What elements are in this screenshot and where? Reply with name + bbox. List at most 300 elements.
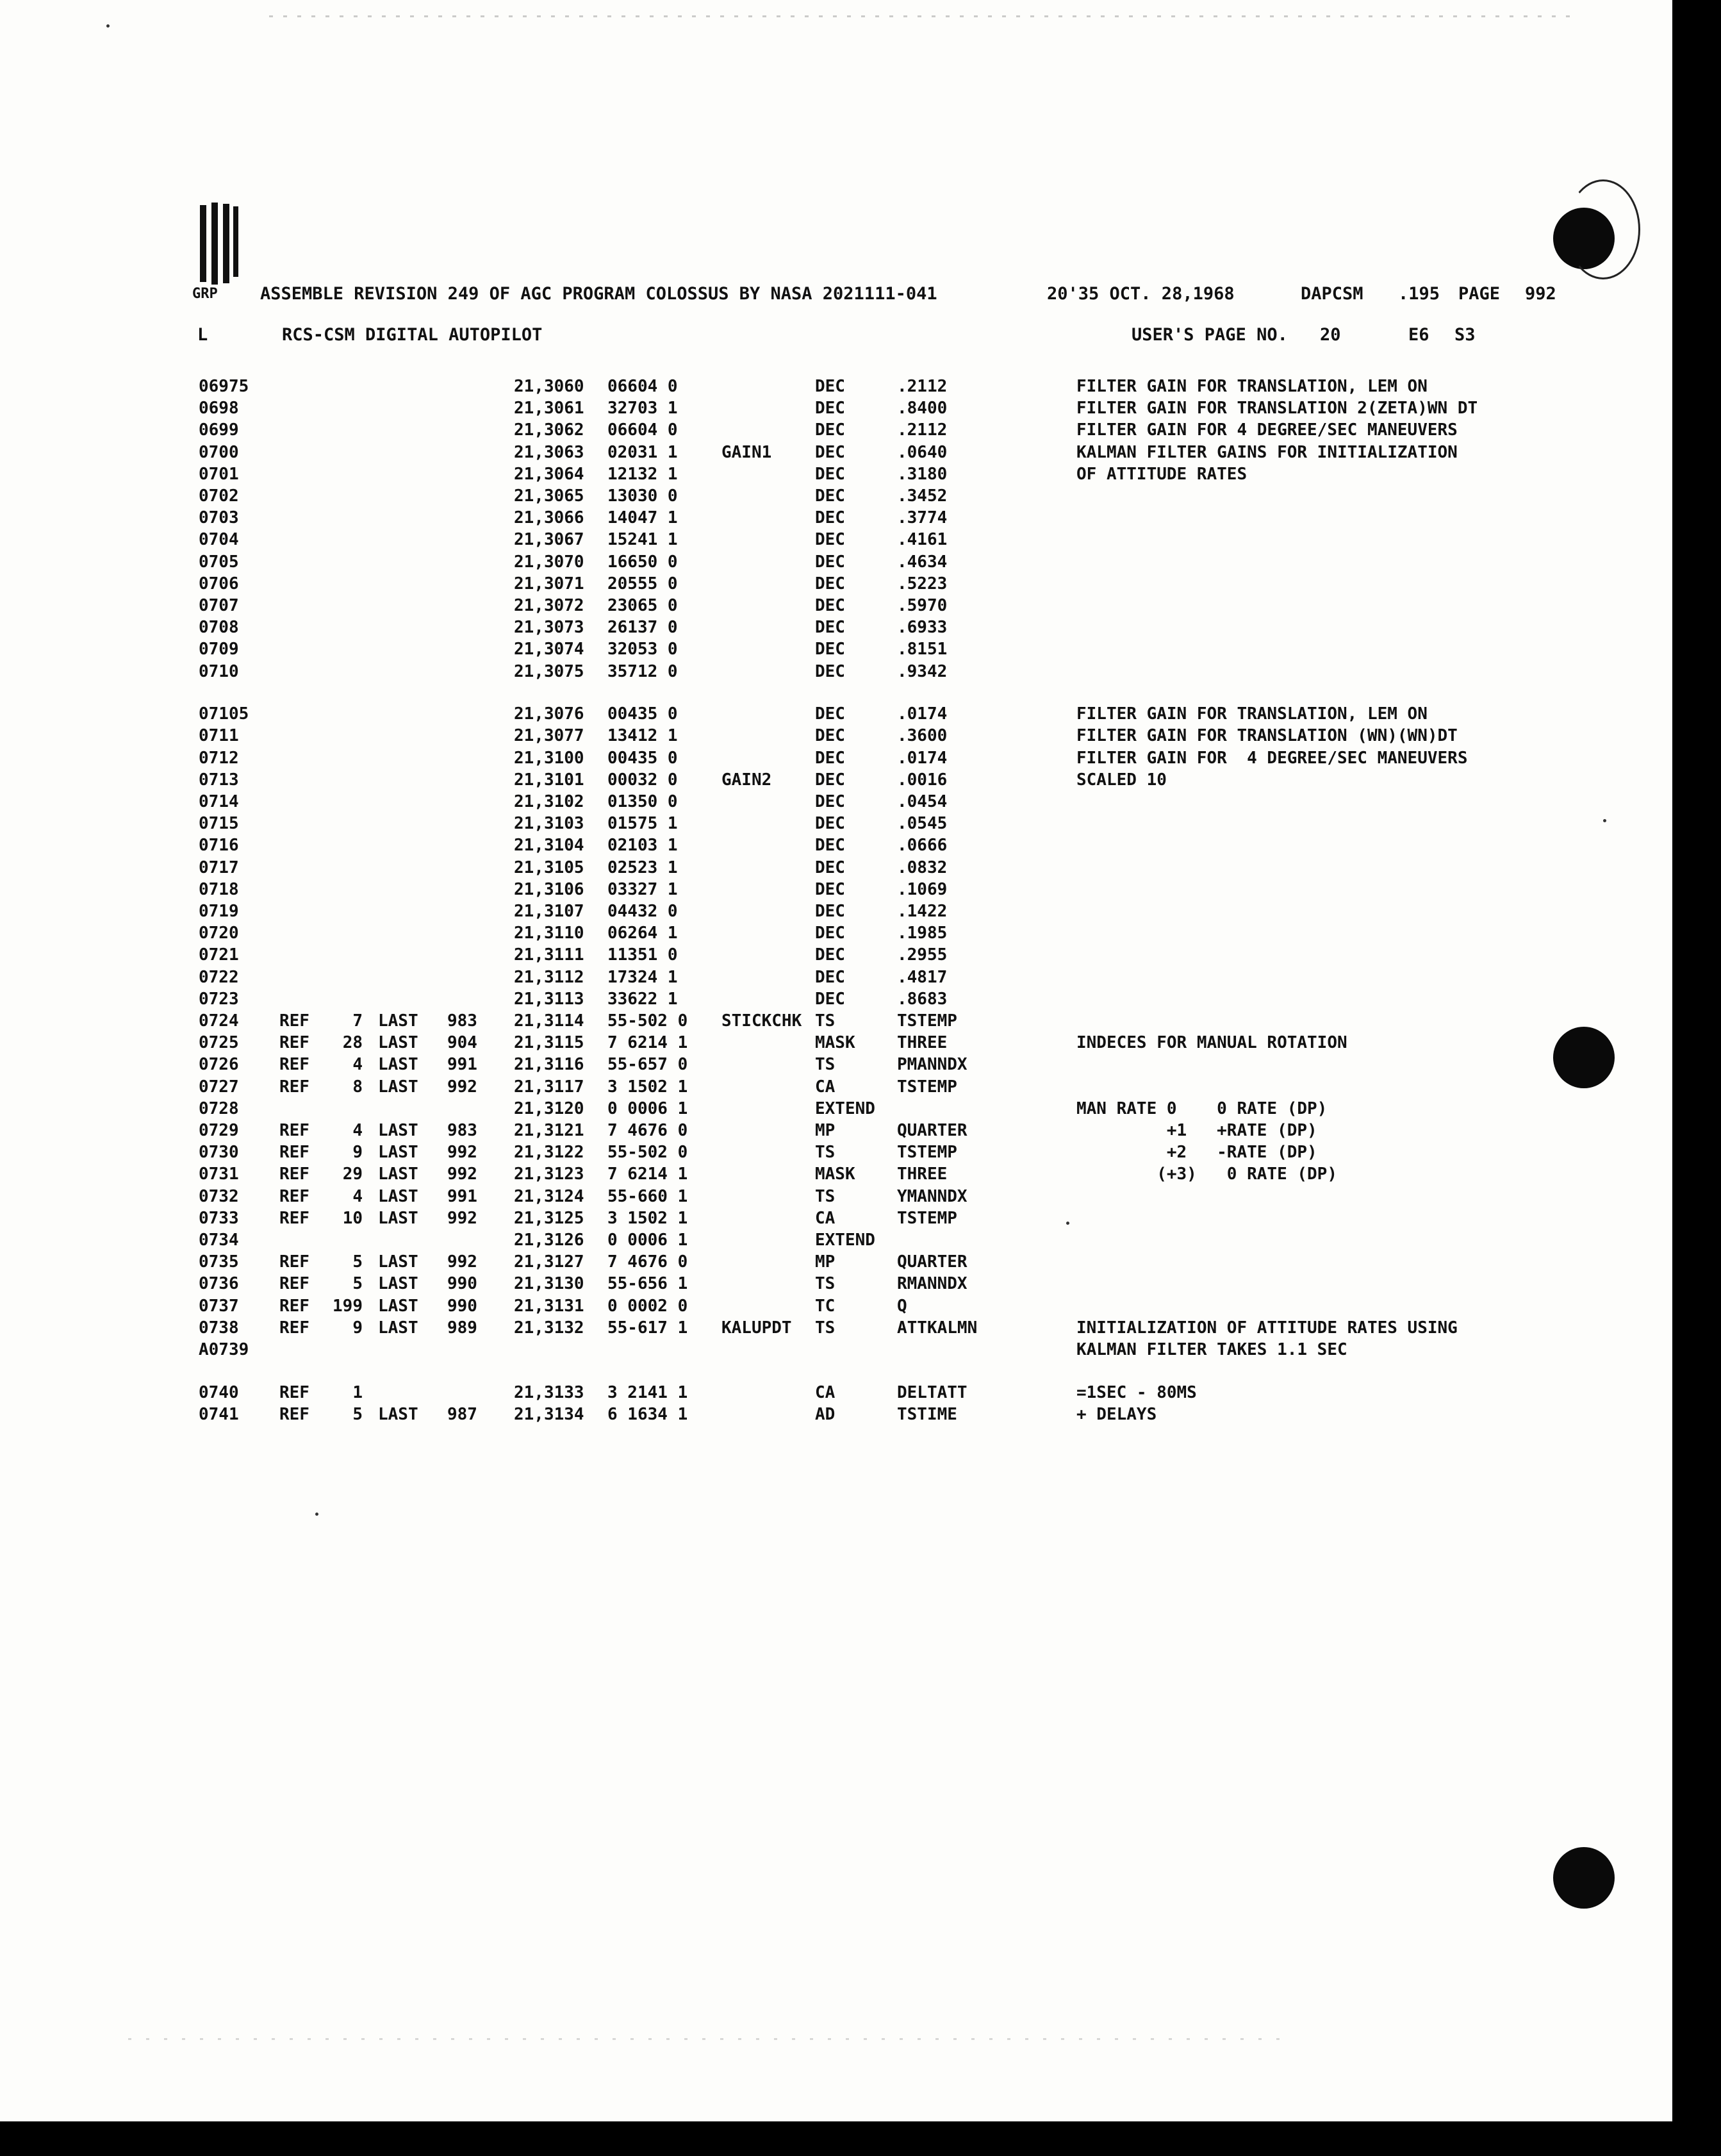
- listing-row: [0, 1141, 1672, 1163]
- octal-value: 3 1502 1: [607, 1208, 688, 1228]
- ref-keyword: REF: [279, 1186, 309, 1206]
- listing-row: [0, 1273, 1672, 1295]
- comment-text: FILTER GAIN FOR TRANSLATION, LEM ON: [1076, 704, 1428, 724]
- operand: THREE: [897, 1033, 948, 1053]
- listing-row: [0, 1120, 1672, 1141]
- opcode: DEC: [815, 858, 845, 877]
- octal-value: 14047 1: [607, 508, 678, 528]
- listing-row: [0, 988, 1672, 1010]
- ref-keyword: REF: [279, 1011, 309, 1031]
- operand: .0016: [897, 770, 948, 790]
- line-number: A0739: [199, 1340, 249, 1360]
- operand: .8151: [897, 640, 948, 659]
- address: 21,3100: [514, 748, 584, 768]
- address: 21,3106: [514, 879, 584, 899]
- ref-count: 28: [342, 1033, 363, 1053]
- punch-hole: [1553, 1847, 1615, 1909]
- operand: .8683: [897, 989, 948, 1009]
- octal-value: 55-617 1: [607, 1318, 688, 1338]
- operand: .0666: [897, 836, 948, 856]
- octal-value: 02103 1: [607, 836, 678, 856]
- comment-text: =1SEC - 80MS: [1076, 1382, 1197, 1402]
- line-number: 0699: [199, 420, 239, 440]
- address: 21,3112: [514, 967, 584, 987]
- opcode: DEC: [815, 814, 845, 834]
- line-number: 0734: [199, 1231, 239, 1250]
- octal-value: 33622 1: [607, 989, 678, 1009]
- ref-keyword: REF: [279, 1252, 309, 1272]
- opcode: DEC: [815, 530, 845, 550]
- comment-text: SCALED 10: [1076, 770, 1167, 790]
- line-number: 0711: [199, 726, 239, 746]
- address: 21,3117: [514, 1077, 584, 1097]
- line-number: 0738: [199, 1318, 239, 1338]
- opcode: DEC: [815, 879, 845, 899]
- line-number: 0703: [199, 508, 239, 528]
- operand: Q: [897, 1296, 907, 1316]
- address: 21,3064: [514, 464, 584, 484]
- octal-value: 26137 0: [607, 618, 678, 638]
- line-number: 0736: [199, 1274, 239, 1294]
- ref-count: 5: [352, 1404, 363, 1424]
- symbol-tag: GAIN1: [721, 442, 772, 462]
- operand: .5223: [897, 574, 948, 593]
- line-number: 0722: [199, 967, 239, 987]
- opcode: DEC: [815, 618, 845, 638]
- octal-value: 06604 0: [607, 420, 678, 440]
- operand: .3180: [897, 464, 948, 484]
- octal-value: 7 4676 0: [607, 1121, 688, 1141]
- operand: .0640: [897, 442, 948, 462]
- opcode: DEC: [815, 661, 845, 681]
- line-number: 0730: [199, 1143, 239, 1163]
- speck: [315, 1513, 318, 1516]
- listing-row: [0, 1404, 1672, 1425]
- opcode: DEC: [815, 377, 845, 396]
- address: 21,3065: [514, 486, 584, 506]
- comment-text: +1 +RATE (DP): [1076, 1121, 1317, 1141]
- line-number: 0740: [199, 1382, 239, 1402]
- listing-row: [0, 879, 1672, 900]
- last-page: 991: [447, 1055, 477, 1075]
- speck: [106, 24, 110, 28]
- octal-value: 7 6214 1: [607, 1033, 688, 1053]
- octal-value: 0 0002 0: [607, 1296, 688, 1316]
- operand: .4634: [897, 552, 948, 572]
- octal-value: 00435 0: [607, 748, 678, 768]
- operand: THREE: [897, 1165, 948, 1184]
- binder-mark: [211, 203, 218, 285]
- ref-count: 8: [352, 1077, 363, 1097]
- line-number: 0721: [199, 945, 239, 965]
- header-page-number: 992: [1525, 284, 1556, 304]
- ref-keyword: REF: [279, 1033, 309, 1053]
- listing-row: [0, 1382, 1672, 1404]
- line-number: 0698: [199, 399, 239, 419]
- comment-text: MAN RATE 0 0 RATE (DP): [1076, 1099, 1328, 1118]
- opcode: MASK: [815, 1165, 855, 1184]
- octal-value: 6 1634 1: [607, 1404, 688, 1424]
- opcode: TS: [815, 1318, 836, 1338]
- address: 21,3074: [514, 640, 584, 659]
- line-number: 0723: [199, 989, 239, 1009]
- opcode: DEC: [815, 902, 845, 922]
- opcode: MP: [815, 1121, 836, 1141]
- last-keyword: LAST: [378, 1296, 418, 1316]
- listing-row: [0, 1076, 1672, 1098]
- octal-value: 7 4676 0: [607, 1252, 688, 1272]
- last-page: 990: [447, 1274, 477, 1294]
- header-suffix-a: E6: [1408, 325, 1429, 345]
- last-page: 983: [447, 1121, 477, 1141]
- ref-keyword: REF: [279, 1165, 309, 1184]
- users-page-number: 20: [1320, 325, 1341, 345]
- line-number: 0741: [199, 1404, 239, 1424]
- address: 21,3125: [514, 1208, 584, 1228]
- octal-value: 13030 0: [607, 486, 678, 506]
- line-number: 0712: [199, 748, 239, 768]
- address: 21,3123: [514, 1165, 584, 1184]
- address: 21,3122: [514, 1143, 584, 1163]
- listing-row: [0, 1207, 1672, 1229]
- address: 21,3107: [514, 902, 584, 922]
- octal-value: 02523 1: [607, 858, 678, 877]
- binder-mark: [233, 206, 238, 277]
- listing-row: [0, 485, 1672, 507]
- operand: .0174: [897, 748, 948, 768]
- listing-row: [0, 1229, 1672, 1251]
- address: 21,3076: [514, 704, 584, 724]
- opcode: TS: [815, 1055, 836, 1075]
- operand: TSTEMP: [897, 1143, 957, 1163]
- ref-count: 10: [342, 1208, 363, 1228]
- line-number: 07105: [199, 704, 249, 724]
- listing-row: [0, 769, 1672, 791]
- listing-row: [0, 922, 1672, 944]
- operand: .1069: [897, 879, 948, 899]
- last-page: 992: [447, 1165, 477, 1184]
- opcode: DEC: [815, 792, 845, 812]
- listing-row: [0, 529, 1672, 551]
- opcode: DEC: [815, 574, 845, 593]
- operand: .0454: [897, 792, 948, 812]
- address: 21,3124: [514, 1186, 584, 1206]
- last-page: 983: [447, 1011, 477, 1031]
- opcode: DEC: [815, 596, 845, 615]
- comment-text: KALMAN FILTER TAKES 1.1 SEC: [1076, 1340, 1347, 1360]
- line-number: 0719: [199, 902, 239, 922]
- line-number: 0714: [199, 792, 239, 812]
- line-number: 0716: [199, 836, 239, 856]
- operand: .0832: [897, 858, 948, 877]
- octal-value: 55-657 0: [607, 1055, 688, 1075]
- ref-count: 4: [352, 1055, 363, 1075]
- last-keyword: LAST: [378, 1011, 418, 1031]
- octal-value: 32703 1: [607, 399, 678, 419]
- opcode: MP: [815, 1252, 836, 1272]
- comment-text: OF ATTITUDE RATES: [1076, 464, 1248, 484]
- comment-text: FILTER GAIN FOR TRANSLATION 2(ZETA)WN DT: [1076, 399, 1478, 419]
- header-prefix: GRP: [192, 286, 218, 302]
- listing-row: [0, 1163, 1672, 1185]
- line-number: 06975: [199, 377, 249, 396]
- operand: .2112: [897, 377, 948, 396]
- binder-mark: [223, 204, 229, 283]
- last-page: 987: [447, 1404, 477, 1424]
- octal-value: 00435 0: [607, 704, 678, 724]
- line-number: 0720: [199, 924, 239, 943]
- octal-value: 55-656 1: [607, 1274, 688, 1294]
- last-keyword: LAST: [378, 1318, 418, 1338]
- header-code: .195: [1398, 284, 1440, 304]
- address: 21,3067: [514, 530, 584, 550]
- last-keyword: LAST: [378, 1077, 418, 1097]
- address: 21,3133: [514, 1382, 584, 1402]
- ref-keyword: REF: [279, 1296, 309, 1316]
- line-number: 0708: [199, 618, 239, 638]
- operand: .1422: [897, 902, 948, 922]
- opcode: DEC: [815, 464, 845, 484]
- comment-text: INDECES FOR MANUAL ROTATION: [1076, 1033, 1347, 1053]
- line-number: 0731: [199, 1165, 239, 1184]
- operand: .5970: [897, 596, 948, 615]
- operand: .8400: [897, 399, 948, 419]
- address: 21,3075: [514, 661, 584, 681]
- comment-text: +2 -RATE (DP): [1076, 1143, 1317, 1163]
- header-dapcsm: DAPCSM: [1301, 284, 1363, 304]
- opcode: DEC: [815, 967, 845, 987]
- octal-value: 55-502 0: [607, 1143, 688, 1163]
- operand: QUARTER: [897, 1121, 968, 1141]
- listing-row: [0, 551, 1672, 573]
- operand: .3774: [897, 508, 948, 528]
- opcode: DEC: [815, 508, 845, 528]
- opcode: DEC: [815, 748, 845, 768]
- users-page-label: USER'S PAGE NO.: [1132, 325, 1288, 345]
- listing-row: [0, 834, 1672, 856]
- address: 21,3121: [514, 1121, 584, 1141]
- listing-row: [0, 1251, 1672, 1273]
- line-number: 0728: [199, 1099, 239, 1118]
- last-page: 992: [447, 1077, 477, 1097]
- last-page: 990: [447, 1296, 477, 1316]
- last-keyword: LAST: [378, 1033, 418, 1053]
- line-number: 0726: [199, 1055, 239, 1075]
- listing-row: [0, 1010, 1672, 1032]
- operand: .1985: [897, 924, 948, 943]
- ref-keyword: REF: [279, 1077, 309, 1097]
- ref-keyword: REF: [279, 1318, 309, 1338]
- line-number: 0717: [199, 858, 239, 877]
- listing-row: [0, 595, 1672, 617]
- symbol-tag: STICKCHK: [721, 1011, 802, 1031]
- listing-row: [0, 1032, 1672, 1054]
- address: 21,3105: [514, 858, 584, 877]
- octal-value: 02031 1: [607, 442, 678, 462]
- header-title: ASSEMBLE REVISION 249 OF AGC PROGRAM COLOSSUS BY NASA 2021111-041: [260, 284, 937, 304]
- line-number: 0704: [199, 530, 239, 550]
- opcode: DEC: [815, 442, 845, 462]
- last-keyword: LAST: [378, 1404, 418, 1424]
- listing-row: [0, 813, 1672, 834]
- line-number: 0729: [199, 1121, 239, 1141]
- symbol-tag: GAIN2: [721, 770, 772, 790]
- opcode: DEC: [815, 552, 845, 572]
- line-number: 0735: [199, 1252, 239, 1272]
- octal-value: 01575 1: [607, 814, 678, 834]
- line-number: 0705: [199, 552, 239, 572]
- comment-text: + DELAYS: [1076, 1404, 1157, 1424]
- section-title: RCS-CSM DIGITAL AUTOPILOT: [282, 325, 543, 345]
- ref-count: 199: [333, 1296, 363, 1316]
- last-keyword: LAST: [378, 1121, 418, 1141]
- opcode: CA: [815, 1382, 836, 1402]
- line-number: 0724: [199, 1011, 239, 1031]
- operand: TSTIME: [897, 1404, 957, 1424]
- opcode: DEC: [815, 640, 845, 659]
- octal-value: 23065 0: [607, 596, 678, 615]
- operand: DELTATT: [897, 1382, 968, 1402]
- listing-row: [0, 900, 1672, 922]
- operand: TSTEMP: [897, 1077, 957, 1097]
- line-number: 0718: [199, 879, 239, 899]
- opcode: TC: [815, 1296, 836, 1316]
- opcode: EXTEND: [815, 1231, 875, 1250]
- last-keyword: LAST: [378, 1143, 418, 1163]
- comment-text: FILTER GAIN FOR TRANSLATION, LEM ON: [1076, 377, 1428, 396]
- opcode: DEC: [815, 420, 845, 440]
- line-number: 0701: [199, 464, 239, 484]
- ref-count: 5: [352, 1252, 363, 1272]
- listing-row: [0, 638, 1672, 660]
- opcode: TS: [815, 1011, 836, 1031]
- octal-value: 03327 1: [607, 879, 678, 899]
- ref-keyword: REF: [279, 1404, 309, 1424]
- punch-hole-outline: [1566, 179, 1640, 279]
- octal-value: 06604 0: [607, 377, 678, 396]
- comment-text: FILTER GAIN FOR TRANSLATION (WN)(WN)DT: [1076, 726, 1458, 746]
- ref-keyword: REF: [279, 1055, 309, 1075]
- operand: .3452: [897, 486, 948, 506]
- octal-value: 0 0006 1: [607, 1099, 688, 1118]
- opcode: TS: [815, 1143, 836, 1163]
- address: 21,3134: [514, 1404, 584, 1424]
- listing-row: [0, 661, 1672, 683]
- ref-keyword: REF: [279, 1121, 309, 1141]
- listing-row: [0, 857, 1672, 879]
- symbol-tag: KALUPDT: [721, 1318, 792, 1338]
- address: 21,3062: [514, 420, 584, 440]
- octal-value: 35712 0: [607, 661, 678, 681]
- address: 21,3126: [514, 1231, 584, 1250]
- address: 21,3120: [514, 1099, 584, 1118]
- listing-row: [0, 1186, 1672, 1207]
- line-number: 0713: [199, 770, 239, 790]
- address: 21,3101: [514, 770, 584, 790]
- comment-text: FILTER GAIN FOR 4 DEGREE/SEC MANEUVERS: [1076, 420, 1458, 440]
- address: 21,3116: [514, 1055, 584, 1075]
- octal-value: 3 2141 1: [607, 1382, 688, 1402]
- operand: QUARTER: [897, 1252, 968, 1272]
- address: 21,3103: [514, 814, 584, 834]
- operand: .4817: [897, 967, 948, 987]
- binder-mark: [200, 205, 206, 282]
- listing-row: [0, 791, 1672, 813]
- address: 21,3127: [514, 1252, 584, 1272]
- octal-value: 3 1502 1: [607, 1077, 688, 1097]
- opcode: DEC: [815, 836, 845, 856]
- octal-value: 04432 0: [607, 902, 678, 922]
- comment-text: KALMAN FILTER GAINS FOR INITIALIZATION: [1076, 442, 1458, 462]
- address: 21,3113: [514, 989, 584, 1009]
- ref-keyword: REF: [279, 1274, 309, 1294]
- address: 21,3077: [514, 726, 584, 746]
- address: 21,3114: [514, 1011, 584, 1031]
- listing-row: [0, 617, 1672, 638]
- ref-count: 9: [352, 1143, 363, 1163]
- operand: ATTKALMN: [897, 1318, 978, 1338]
- octal-value: 17324 1: [607, 967, 678, 987]
- operand: TSTEMP: [897, 1208, 957, 1228]
- listing-row: [0, 507, 1672, 529]
- octal-value: 55-502 0: [607, 1011, 688, 1031]
- opcode: DEC: [815, 945, 845, 965]
- operand: YMANNDX: [897, 1186, 968, 1206]
- address: 21,3060: [514, 377, 584, 396]
- opcode: TS: [815, 1274, 836, 1294]
- address: 21,3070: [514, 552, 584, 572]
- opcode: DEC: [815, 924, 845, 943]
- operand: .2112: [897, 420, 948, 440]
- last-page: 992: [447, 1252, 477, 1272]
- line-number: 0700: [199, 442, 239, 462]
- octal-value: 00032 0: [607, 770, 678, 790]
- last-page: 992: [447, 1143, 477, 1163]
- octal-value: 7 6214 1: [607, 1165, 688, 1184]
- octal-value: 55-660 1: [607, 1186, 688, 1206]
- line-number: 0727: [199, 1077, 239, 1097]
- ref-keyword: REF: [279, 1382, 309, 1402]
- comment-text: (+3) 0 RATE (DP): [1076, 1165, 1337, 1184]
- last-keyword: LAST: [378, 1186, 418, 1206]
- opcode: DEC: [815, 486, 845, 506]
- line-number: 0709: [199, 640, 239, 659]
- octal-value: 20555 0: [607, 574, 678, 593]
- last-page: 992: [447, 1208, 477, 1228]
- listing-row: [0, 1295, 1672, 1317]
- opcode: DEC: [815, 726, 845, 746]
- header-timestamp: 20'35 OCT. 28,1968: [1047, 284, 1235, 304]
- octal-value: 13412 1: [607, 726, 678, 746]
- ref-count: 4: [352, 1186, 363, 1206]
- octal-value: 0 0006 1: [607, 1231, 688, 1250]
- ref-count: 7: [352, 1011, 363, 1031]
- operand: .3600: [897, 726, 948, 746]
- comment-text: FILTER GAIN FOR 4 DEGREE/SEC MANEUVERS: [1076, 748, 1468, 768]
- last-keyword: LAST: [378, 1055, 418, 1075]
- line-number: 0732: [199, 1186, 239, 1206]
- last-page: 904: [447, 1033, 477, 1053]
- opcode: EXTEND: [815, 1099, 875, 1118]
- operand: RMANNDX: [897, 1274, 968, 1294]
- listing-row: [0, 966, 1672, 988]
- opcode: CA: [815, 1208, 836, 1228]
- operand: TSTEMP: [897, 1011, 957, 1031]
- ref-keyword: REF: [279, 1143, 309, 1163]
- scan-noise-bottom: [128, 2038, 1281, 2040]
- opcode: DEC: [815, 989, 845, 1009]
- last-keyword: LAST: [378, 1165, 418, 1184]
